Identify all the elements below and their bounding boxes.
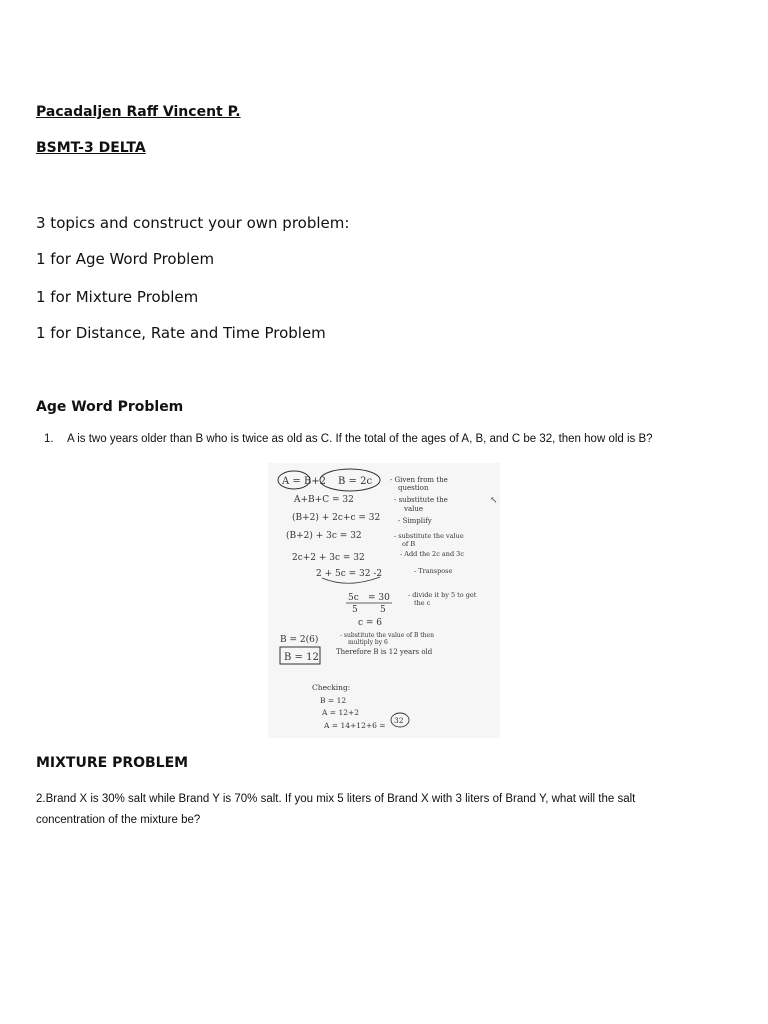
note-9: - substitute the value of B then: [340, 632, 434, 639]
step-2: A+B+C = 32: [294, 495, 354, 505]
question-number: 1.: [44, 433, 54, 445]
intro-line-1: 3 topics and construct your own problem:: [36, 214, 350, 232]
author-section: BSMT-3 DELTA: [36, 140, 146, 156]
step-1b: B = 2c: [338, 476, 373, 487]
note-2: - substitute the: [394, 496, 448, 504]
step-4: (B+2) + 3c = 32: [286, 531, 362, 541]
note-2b: value: [404, 505, 424, 513]
note-4b: of B: [402, 540, 416, 548]
step-3: (B+2) + 2c+c = 32: [292, 513, 381, 523]
note-3: - Simplify: [398, 517, 432, 525]
check-2: A = 12+2: [322, 708, 360, 717]
step-6: 2 + 5c = 32 -2: [316, 569, 383, 579]
note-1: - Given from the: [390, 476, 448, 484]
step-1a: A = B+2: [282, 476, 327, 487]
mixture-question-line-2: concentration of the mixture be?: [36, 814, 201, 826]
note-1b: question: [398, 484, 429, 492]
check-3b: 32: [394, 716, 404, 725]
handwritten-solution-image: [268, 463, 500, 738]
author-name: Pacadaljen Raff Vincent P.: [36, 104, 241, 120]
intro-line-4: 1 for Distance, Rate and Time Problem: [36, 324, 326, 342]
note-4: - substitute the value: [394, 532, 464, 540]
intro-line-3: 1 for Mixture Problem: [36, 288, 199, 306]
intro-line-2: 1 for Age Word Problem: [36, 250, 215, 268]
note-7: - divide it by 5 to get: [408, 591, 477, 599]
step-7c: 5: [352, 605, 358, 615]
check-3: A = 14+12+6 =: [324, 721, 386, 730]
step-5: 2c+2 + 3c = 32: [292, 553, 365, 563]
note-7b: the c: [414, 599, 431, 607]
step-10: B = 12: [284, 652, 319, 663]
check-label: Checking:: [312, 683, 351, 692]
age-question: A is two years older than B who is twice as old as C. If the total of the ages of A, B, and C be 32, then how old is B?: [67, 433, 653, 445]
step-9: B = 2(6): [280, 635, 319, 645]
age-heading: Age Word Problem: [36, 399, 184, 415]
mixture-heading: MIXTURE PROBLEM: [36, 755, 189, 771]
note-6: - Transpose: [414, 567, 453, 575]
step-7a: 5c: [348, 593, 359, 603]
note-5: - Add the 2c and 3c: [400, 550, 464, 558]
step-8: c = 6: [358, 618, 383, 628]
note-10: Therefore B is 12 years old: [336, 648, 433, 656]
note-9b: multiply by 6: [348, 639, 388, 646]
check-1: B = 12: [320, 696, 347, 705]
mixture-question-line-1: 2.Brand X is 30% salt while Brand Y is 70% salt. If you mix 5 liters of Brand X with 3 liters of Brand Y, what will the salt: [36, 793, 636, 805]
step-7d: 5: [380, 605, 386, 615]
stray-mark: ↖: [490, 496, 498, 506]
step-7b: = 30: [368, 593, 390, 603]
